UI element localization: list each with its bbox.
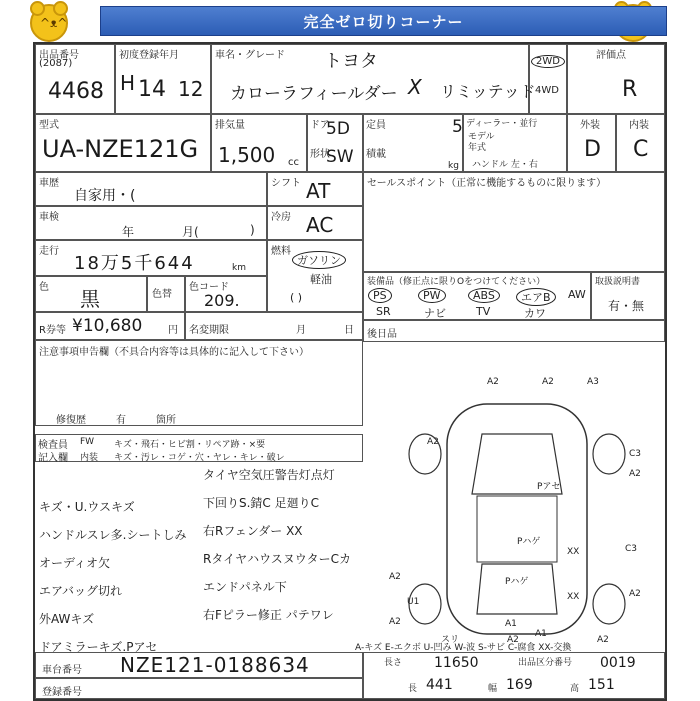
- equipment-box: [363, 272, 591, 320]
- diag-label-20: A2: [597, 635, 609, 644]
- note-1: タイヤ空気圧警告灯点灯: [203, 468, 335, 482]
- shape-value: SW: [326, 147, 354, 167]
- color-label: 色: [39, 282, 49, 293]
- dim-h-label: 高: [570, 684, 580, 694]
- model-code-label: 型式: [39, 120, 59, 131]
- diag-label-10: C3: [625, 544, 638, 554]
- fuel-diesel: 軽油: [310, 273, 332, 286]
- stock-value: 0019: [600, 655, 636, 671]
- equip-ps: PS: [368, 288, 392, 303]
- equip-airbag: エアB: [516, 288, 556, 306]
- displacement-box: [211, 114, 307, 172]
- load-label: 積載: [366, 149, 386, 160]
- dim-w-value: 169: [506, 677, 533, 693]
- manual-value: 有・無: [608, 299, 645, 313]
- doors-box: [307, 114, 363, 172]
- lot-number: 4468: [48, 79, 104, 104]
- shift-value: AT: [306, 179, 331, 203]
- registration-label: 登録番号: [42, 687, 82, 698]
- inspector-box: [35, 434, 363, 462]
- diag-label-11: A2: [629, 589, 641, 599]
- note-3: 右Rフェンダー XX: [203, 524, 303, 538]
- manual-box: [591, 272, 665, 320]
- diag-label-5: Pアセ: [537, 482, 561, 492]
- usage-label: 車歴: [39, 178, 59, 189]
- dimensions-box: [363, 652, 665, 699]
- damage-legend: A-キズ E-エクボ U-凹み W-波 S-サビ C-腐食 XX-交換: [355, 643, 572, 653]
- model-code-box: [35, 114, 211, 172]
- fuel-label: 燃料: [271, 246, 291, 257]
- diag-label-21: スリ: [441, 635, 460, 644]
- name-model: カローラフィールダー: [230, 84, 398, 104]
- inspector-inside-items: キズ・汚レ・コゲ・穴・ヤレ・キレ・破レ: [114, 453, 285, 463]
- left-note-1: キズ・U.ウスキズ: [39, 500, 135, 514]
- wheel-rr: [593, 584, 625, 624]
- shift-label: シフト: [271, 178, 301, 189]
- deadline-box: [185, 312, 363, 340]
- shift-box: [267, 172, 363, 206]
- reg-box: [115, 44, 211, 114]
- inspector-fw: FW: [80, 437, 95, 447]
- color-code-label: 色コード: [189, 282, 229, 293]
- ac-value: AC: [306, 213, 334, 237]
- lot-box: [35, 44, 115, 114]
- model-code-value: UA-NZE121G: [42, 135, 199, 163]
- reg-year: 14: [138, 77, 166, 102]
- mileage-label: 走行: [39, 246, 59, 257]
- equipment-label: 装備品（修正点に限りOをつけてください）: [367, 277, 546, 287]
- displacement-unit: cc: [288, 157, 299, 168]
- note-6: 右Fピラー修正 パテワレ: [203, 608, 334, 622]
- capacity-box: [363, 114, 463, 172]
- diag-label-7: A2: [629, 469, 641, 479]
- shape-label: 形状: [310, 149, 330, 160]
- drive-2wd: 2WD: [531, 55, 565, 68]
- usage-box: [35, 172, 267, 206]
- chassis-label: 車台番号: [42, 665, 82, 676]
- auction-sheet: [33, 42, 667, 701]
- color-value: 黒: [80, 287, 100, 311]
- repair-place: 箇所: [156, 415, 176, 426]
- corner-banner: 完全ゼロ切りコーナー: [100, 6, 667, 36]
- repaint-box: [147, 276, 185, 312]
- reg-label: 初度登録年月: [119, 50, 179, 61]
- mileage-unit: km: [232, 263, 246, 273]
- length-label: 長さ: [384, 658, 403, 668]
- note-5: エンドパネル下: [203, 580, 287, 594]
- note-4: RタイヤハウスヌウターCカ: [203, 552, 351, 566]
- note-2: 下回りS.錆C 足廻りC: [203, 496, 320, 510]
- mileage-box: [35, 240, 267, 276]
- lot-label: 出品番号: [39, 50, 79, 61]
- diag-label-12: A2: [389, 572, 401, 582]
- exterior-box: [567, 114, 616, 172]
- interior-value: C: [633, 137, 649, 162]
- displacement-label: 排気量: [215, 120, 245, 131]
- load-unit: kg: [448, 161, 459, 171]
- diag-label-15: A2: [389, 617, 401, 627]
- mascot-bear-icon-left: ^ᴥ^: [30, 4, 68, 42]
- left-note-2: ハンドルスレ多.シートしみ: [39, 528, 187, 542]
- deadline-label: 名変期限: [189, 325, 229, 336]
- equip-navi: ナビ: [424, 307, 446, 320]
- doors-label: ドア: [310, 120, 330, 131]
- ac-box: [267, 206, 363, 240]
- sales-points-label: セールスポイント（正常に機能するものに限ります）: [367, 178, 607, 189]
- exterior-value: D: [584, 137, 601, 162]
- diag-label-8: Pハゲ: [517, 537, 541, 547]
- equip-leather: カワ: [524, 307, 546, 320]
- left-note-4: エアバッグ切れ: [39, 584, 123, 598]
- declaration-box: [35, 340, 363, 426]
- dim-l-value: 441: [426, 677, 453, 693]
- wheel-fr: [593, 434, 625, 474]
- price-unit: 円: [168, 325, 178, 336]
- diag-label-3: A3: [587, 377, 599, 387]
- equip-tv: TV: [476, 305, 491, 318]
- rear-label: 後日品: [367, 329, 397, 340]
- price-box: [35, 312, 185, 340]
- fuel-gasoline: ガソリン: [292, 251, 346, 269]
- reg-month: 12: [178, 77, 204, 101]
- color-code-box: [185, 276, 267, 312]
- dealer-label: ディーラー・並行: [466, 119, 538, 129]
- manual-label: 取扱説明書: [595, 277, 641, 287]
- diag-label-17: A1: [505, 619, 517, 629]
- equip-pw: PW: [418, 288, 446, 303]
- name-maker: トヨタ: [324, 51, 378, 72]
- dealer-year: 年式: [468, 143, 487, 153]
- ac-label: 冷房: [271, 212, 291, 223]
- name-box: [211, 44, 536, 114]
- diag-label-4: A2: [427, 437, 439, 447]
- left-notes: [39, 474, 199, 654]
- declaration-label: 注意事項申告欄（不具合内容等は具体的に記入して下さい）: [39, 347, 309, 358]
- capacity-value: 5: [452, 117, 463, 137]
- interior-label: 内装: [629, 120, 649, 131]
- eval-value: R: [622, 77, 638, 102]
- deadline-month: 月: [296, 325, 306, 336]
- sales-points-box: [363, 172, 665, 272]
- inspector-inside: 内装: [80, 453, 99, 463]
- repair-label: 修復歴: [56, 415, 86, 426]
- displacement-value: 1,500: [218, 143, 276, 167]
- registration-box: [35, 678, 363, 699]
- interior-box: [616, 114, 665, 172]
- inspection-end: ): [250, 223, 255, 237]
- stock-label: 出品区分番号: [518, 658, 573, 668]
- car-damage-diagram: [387, 374, 657, 644]
- car-body-outline: [447, 404, 587, 634]
- diag-label-14: XX: [567, 592, 580, 602]
- usage-value: 自家用・(: [74, 188, 136, 204]
- drive-4wd: 4WD: [535, 85, 559, 96]
- diag-label-18: A1: [535, 629, 547, 639]
- chassis-box: [35, 652, 363, 678]
- inspection-month: 月(: [182, 225, 199, 239]
- dim-w-label: 幅: [488, 684, 498, 694]
- drive-box: [529, 44, 567, 114]
- diag-label-2: A2: [542, 377, 554, 387]
- exterior-label: 外装: [580, 120, 600, 131]
- price-label: R券等: [39, 325, 66, 336]
- inspector-entry-label: 記入欄: [38, 453, 68, 464]
- eval-box: [567, 44, 665, 114]
- dealer-model: モデル: [468, 132, 495, 142]
- equip-abs: ABS: [468, 288, 500, 303]
- diag-label-16: U1: [407, 597, 420, 607]
- handle-side: ハンドル 左・右: [472, 160, 538, 170]
- rear-box: [363, 320, 665, 342]
- color-code-value: 209.: [204, 291, 240, 310]
- inspector-notes: [203, 466, 383, 636]
- left-note-3: オーディオ欠: [39, 556, 111, 570]
- left-note-5: 外AWキズ: [39, 612, 95, 626]
- diag-label-6: C3: [629, 449, 642, 459]
- name-spec: リミッテッド: [440, 82, 536, 101]
- lot-sub: (2087): [39, 58, 73, 69]
- reg-era: H: [120, 71, 136, 95]
- inspection-box: [35, 206, 267, 240]
- diag-label-19: A2: [507, 635, 519, 644]
- capacity-label: 定員: [366, 120, 386, 131]
- price-value: ¥10,680: [72, 316, 143, 336]
- dealer-box: [463, 114, 567, 172]
- diag-label-13: Pハゲ: [505, 577, 529, 587]
- name-grade: X: [408, 75, 422, 99]
- diag-label-9: XX: [567, 547, 580, 557]
- inspection-year: 年: [122, 225, 135, 239]
- equip-aw: AW: [568, 288, 586, 301]
- dim-l-label: 長: [408, 684, 418, 694]
- inspector-fw-items: キズ・飛石・ヒビ割・リペア跡・×要: [114, 440, 266, 450]
- name-label: 車名・グレード: [215, 50, 285, 61]
- dim-h-value: 151: [588, 677, 615, 693]
- fuel-other: ( ): [290, 291, 303, 304]
- inspection-label: 車検: [39, 212, 59, 223]
- rear-window: [477, 564, 557, 614]
- color-box: [35, 276, 147, 312]
- repaint-label: 色替: [152, 289, 172, 300]
- equip-sr: SR: [376, 305, 391, 318]
- deadline-day: 日: [344, 325, 354, 336]
- repair-value: 有: [116, 415, 126, 426]
- length-value: 11650: [434, 655, 479, 671]
- inspector-label: 検査員: [38, 440, 68, 451]
- doors-value: 5D: [326, 119, 350, 139]
- left-note-6: ドアミラーキズ.Pアセ: [39, 640, 158, 654]
- chassis-value: NZE121-0188634: [120, 653, 310, 677]
- eval-label: 評価点: [596, 50, 626, 61]
- fuel-box: [267, 240, 363, 312]
- mileage-value: 18万5千644: [74, 253, 195, 274]
- roof: [477, 496, 557, 562]
- diag-label-1: A2: [487, 377, 499, 387]
